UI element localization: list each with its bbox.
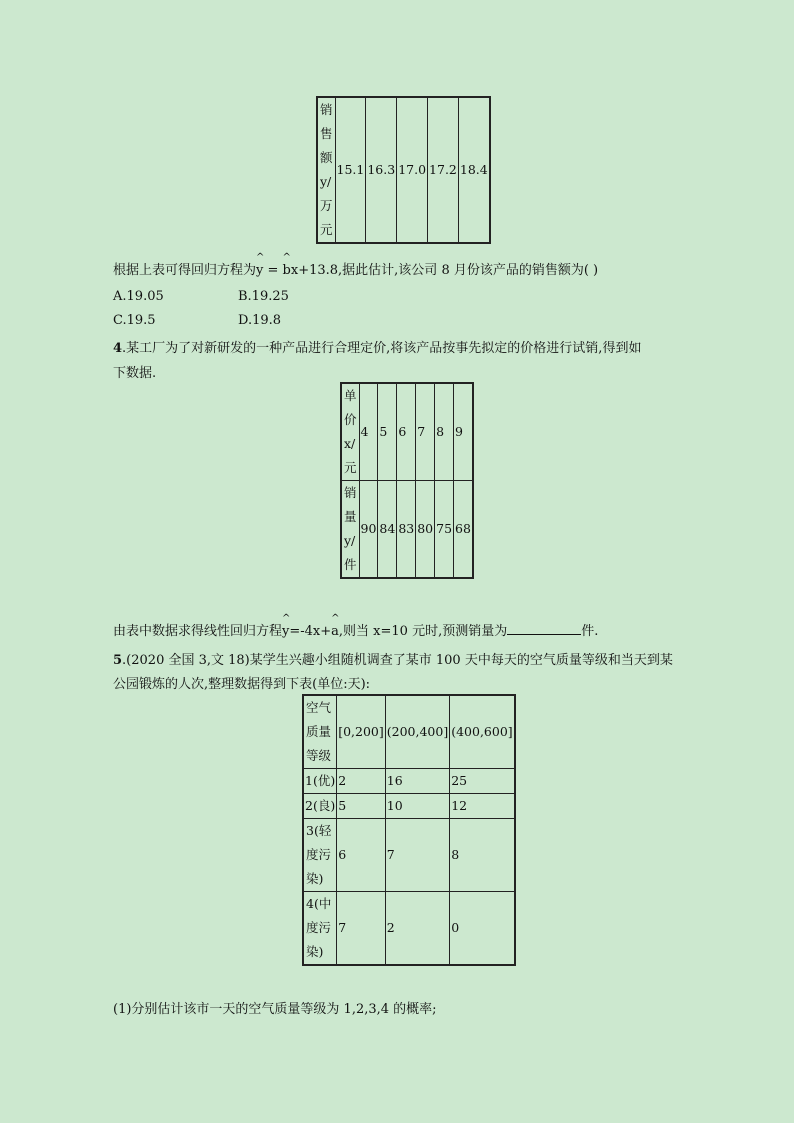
level-cell: 1(优) xyxy=(303,769,337,794)
y-hat: ^ y xyxy=(282,624,289,639)
q5-line2: 公园锻炼的人次,整理数据得到下表(单位:天): xyxy=(113,677,371,692)
q4-answer-line: 由表中数据求得线性回归方程^ y=-4x+^ a,则当 x=10 元时,预测销量为 件. xyxy=(113,620,598,639)
volume-value: 75 xyxy=(435,481,454,579)
price-value: 8 xyxy=(435,383,454,481)
air-quality-table xyxy=(302,694,516,966)
option-b: B.19.25 xyxy=(238,289,289,304)
sales-value: 15.1 xyxy=(335,97,366,243)
sales-value: 16.3 xyxy=(366,97,397,243)
option-a: A.19.05 xyxy=(113,289,164,304)
header-cell: (400,600] xyxy=(450,695,515,769)
price-value: 9 xyxy=(454,383,473,481)
table-cell: 5 xyxy=(337,794,386,819)
volume-value: 80 xyxy=(416,481,435,579)
level-cell: 3(轻度污染) xyxy=(303,819,337,892)
q5-line1: 5.(2020 全国 3,文 18)某学生兴趣小组随机调查了某市 100 天中每天的空气质量等级和当天到某 xyxy=(113,653,673,668)
answer-blank[interactable] xyxy=(507,622,581,635)
price-header: 单价x/元 xyxy=(341,383,359,481)
volume-value: 90 xyxy=(359,481,378,579)
sales-table xyxy=(316,96,491,244)
header-cell: 空气质量等级 xyxy=(303,695,337,769)
table-cell: 8 xyxy=(450,819,515,892)
level-cell: 4(中度污染) xyxy=(303,892,337,966)
q3-regression-line: 根据上表可得回归方程为^ y = ^ bx+13.8,据此估计,该公司 8 月份该产品的销售额为( ) xyxy=(113,259,598,278)
sales-value: 17.0 xyxy=(397,97,428,243)
table-cell: 16 xyxy=(385,769,449,794)
price-value: 5 xyxy=(378,383,397,481)
header-cell: [0,200] xyxy=(337,695,386,769)
q4-line2: 下数据. xyxy=(113,366,157,381)
price-value: 7 xyxy=(416,383,435,481)
table-cell: 25 xyxy=(450,769,515,794)
sales-value: 18.4 xyxy=(458,97,489,243)
volume-value: 84 xyxy=(378,481,397,579)
a-hat: ^ a xyxy=(331,624,339,639)
b-hat: ^ b xyxy=(283,263,291,278)
table-cell: 7 xyxy=(337,892,386,966)
table-cell: 6 xyxy=(337,819,386,892)
price-value: 6 xyxy=(397,383,416,481)
sales-header: 销售额y/万元 xyxy=(317,97,335,243)
sales-value: 17.2 xyxy=(428,97,459,243)
option-c: C.19.5 xyxy=(113,313,156,328)
header-cell: (200,400] xyxy=(385,695,449,769)
price-value: 4 xyxy=(359,383,378,481)
q5-sub1: (1)分别估计该市一天的空气质量等级为 1,2,3,4 的概率; xyxy=(113,1002,437,1017)
price-table xyxy=(340,382,474,579)
q4-line1: 4.某工厂为了对新研发的一种产品进行合理定价,将该产品按事先拟定的价格进行试销,得到如 xyxy=(113,341,642,356)
y-hat: ^ y xyxy=(256,263,263,278)
option-d: D.19.8 xyxy=(238,313,282,328)
volume-header: 销量y/件 xyxy=(341,481,359,579)
level-cell: 2(良) xyxy=(303,794,337,819)
volume-value: 68 xyxy=(454,481,473,579)
table-cell: 0 xyxy=(450,892,515,966)
volume-value: 83 xyxy=(397,481,416,579)
table-cell: 2 xyxy=(337,769,386,794)
table-cell: 2 xyxy=(385,892,449,966)
table-cell: 12 xyxy=(450,794,515,819)
table-cell: 10 xyxy=(385,794,449,819)
table-cell: 7 xyxy=(385,819,449,892)
